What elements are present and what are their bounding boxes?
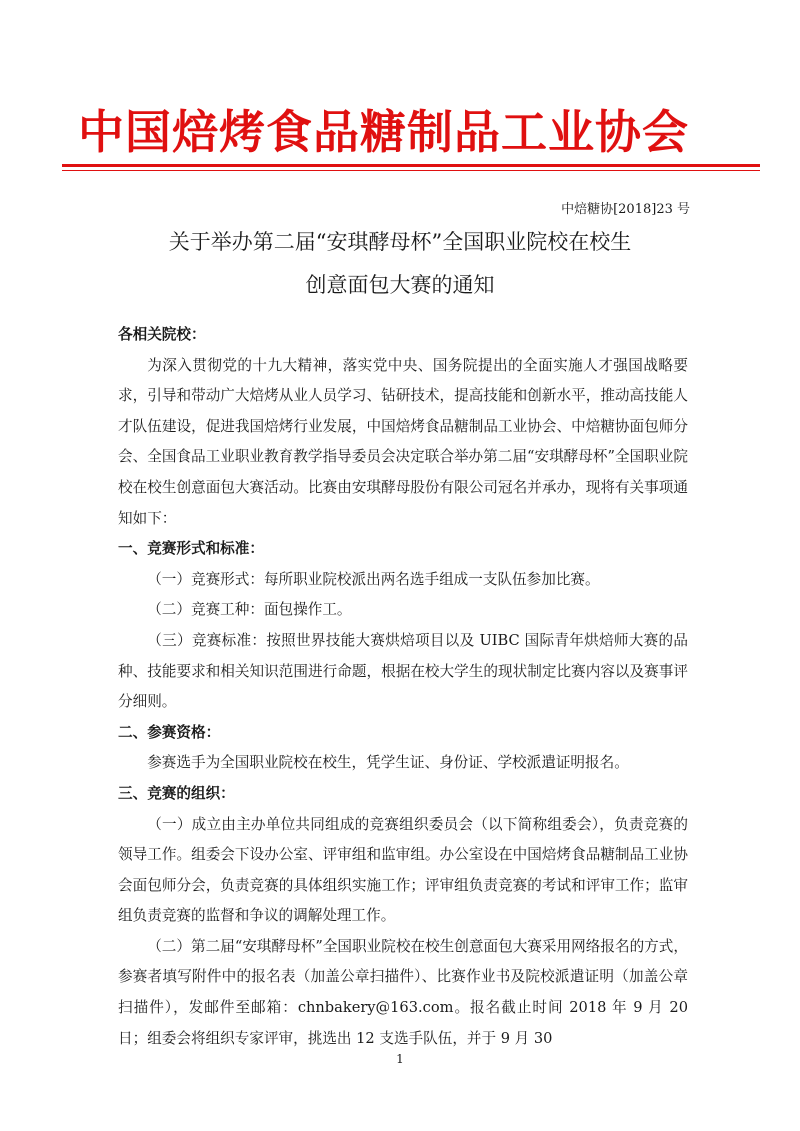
- section-3-item-1: （一）成立由主办单位共同组成的竞赛组织委员会（以下简称组委会），负责竞赛的领导工作。组委会下设办公室、评审组和监审组。办公室设在中国焙烤食品糖制品工业协会面包师分会，负责竞赛的具体组织实施工作；评审组负责竞赛的考试和评审工作；监审组负责竞赛的监督和争议的调解处理工作。: [118, 815, 688, 925]
- notice-body: [118, 320, 688, 1054]
- organization-letterhead: 中国焙烤食品糖制品工业协会: [78, 105, 689, 159]
- section-1-item-2: （二）竞赛工种：面包操作工。: [147, 601, 352, 619]
- letterhead-rule-thick: [62, 164, 760, 167]
- section-1-item-3: （三）竞赛标准：按照世界技能大赛烘焙项目以及 UIBC 国际青年烘焙师大赛的品种、技能要求和相关知识范围进行命题，根据在校大学生的现状制定比赛内容以及赛事评分细则。: [118, 631, 688, 711]
- salutation: 各相关院校：: [118, 326, 206, 343]
- section-3-item-2: （二）第二届“安琪酵母杯”全国职业院校在校生创意面包大赛采用网络报名的方式，参赛者填写附件中的报名表（加盖公章扫描件）、比赛作业书及院校派遣证明（加盖公章扫描件），发邮件至邮箱：chnbakery@163.com。报名截止时间 2018 年 9 月 20 日；组委会将组织专家评审，挑选出 12 支选手队伍，并于 9 月 30: [118, 937, 688, 1047]
- notice-title-line-1: 关于举办第二届“安琪酵母杯”全国职业院校在校生: [168, 230, 632, 254]
- notice-title-line-2: 创意面包大赛的通知: [305, 273, 495, 297]
- document-number: 中焙糖协[2018]23 号: [561, 202, 690, 217]
- section-2-text: 参赛选手为全国职业院校在校生，凭学生证、身份证、学校派遣证明报名。: [147, 754, 629, 772]
- intro-paragraph: 为深入贯彻党的十九大精神，落实党中央、国务院提出的全面实施人才强国战略要求，引导和带动广大焙烤从业人员学习、钻研技术，提高技能和创新水平，推动高技能人才队伍建设，促进我国焙烤行业发展，中国焙烤食品糖制品工业协会、中焙糖协面包师分会、全国食品工业职业教育教学指导委员会决定联合举办第二届“安琪酵母杯”全国职业院校在校生创意面包大赛活动。比赛由安琪酵母股份有限公司冠名并承办，现将有关事项通知如下：: [118, 356, 688, 527]
- section-heading-1: 一、竞赛形式和标准：: [118, 540, 264, 558]
- section-heading-3: 三、竞赛的组织：: [118, 784, 235, 802]
- section-heading-2: 二、参赛资格：: [118, 723, 221, 741]
- letterhead-rule-thin: [62, 170, 760, 171]
- page-number: 1: [396, 1052, 404, 1066]
- section-1-item-1: （一）竞赛形式：每所职业院校派出两名选手组成一支队伍参加比赛。: [147, 570, 600, 588]
